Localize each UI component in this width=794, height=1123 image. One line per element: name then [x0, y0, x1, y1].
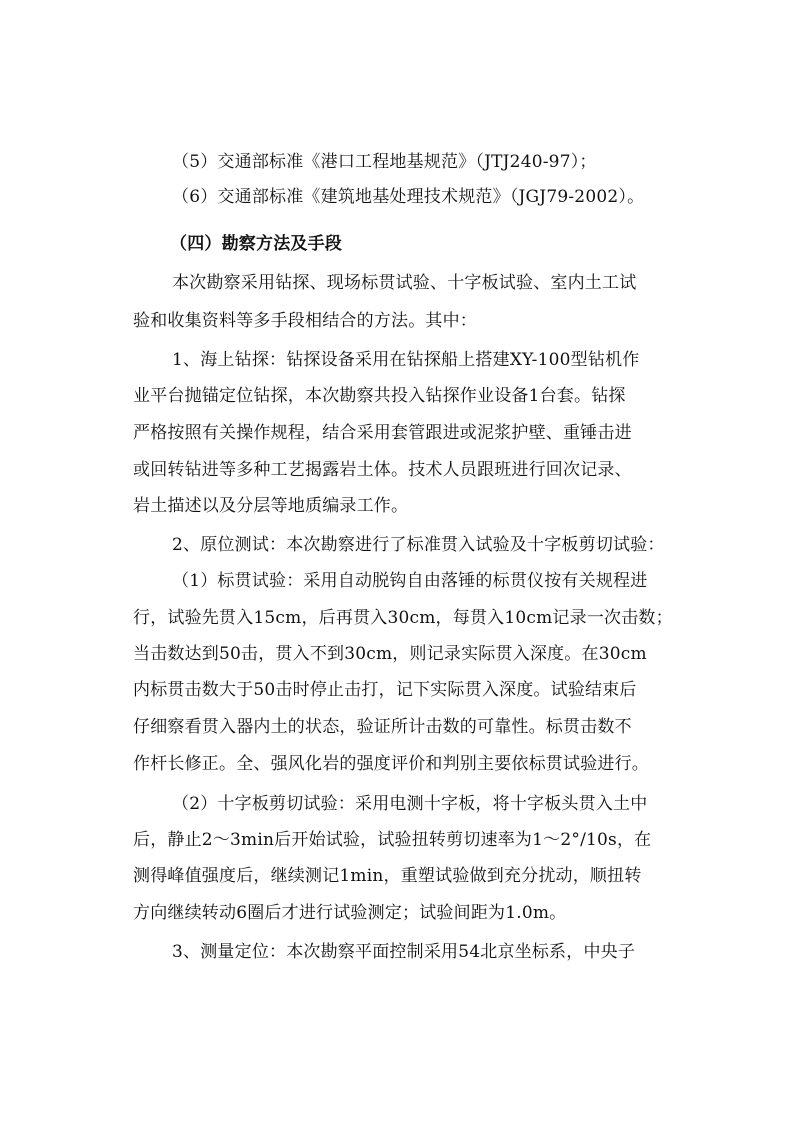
paragraph-line: 当击数达到50击，贯入不到30cm，则记录实际贯入深度。在30cm — [133, 644, 647, 664]
paragraph-line: （1）标贯试验：采用自动脱钩自由落锤的标贯仪按有关规程进 — [172, 571, 648, 591]
paragraph-line: （2）十字板剪切试验：采用电测十字板，将十字板头贯入土中 — [172, 794, 648, 814]
paragraph-line: 或回转钻进等多种工艺揭露岩土体。技术人员跟班进行回次记录、 — [133, 460, 632, 480]
paragraph-line: 验和收集资料等多手段相结合的方法。其中： — [133, 311, 477, 331]
paragraph-line: 行，试验先贯入15cm，后再贯入30cm，每贯入10cm记录一次击数； — [133, 608, 673, 628]
paragraph-line: 严格按照有关操作规程，结合采用套管跟进或泥浆护壁、重锤击进 — [133, 423, 632, 443]
paragraph-line: 方向继续转动6圈后才进行试验测定；试验间距为1.0m。 — [133, 903, 567, 923]
standard-item-6: （6）交通部标准《建筑地基处理技术规范》（JGJ79-2002）。 — [172, 187, 645, 207]
paragraph-line: 后，静止2～3min后开始试验，试验扭转剪切速率为1～2°/10s，在 — [133, 830, 652, 850]
paragraph-line: 测得峰值强度后，继续测记1min，重塑试验做到充分扰动，顺扭转 — [133, 866, 642, 886]
paragraph-line: 岩土描述以及分层等地质编录工作。 — [133, 496, 409, 516]
paragraph-line: 3、测量定位：本次勘察平面控制采用54北京坐标系，中央子 — [172, 942, 636, 962]
standard-item-5: （5）交通部标准《港口工程地基规范》（JTJ240-97）； — [172, 152, 597, 172]
paragraph-line: 本次勘察采用钻探、现场标贯试验、十字板试验、室内土工试 — [172, 273, 637, 293]
paragraph-line: 作杆长修正。全、强风化岩的强度评价和判别主要依标贯试验进行。 — [133, 754, 649, 774]
paragraph-line: 业平台抛锚定位钻探，本次勘察共投入钻探作业设备1台套。钻探 — [133, 386, 626, 406]
paragraph-line: 1、海上钻探：钻探设备采用在钻探船上搭建XY-100型钻机作 — [172, 350, 640, 370]
section-heading: （四）勘察方法及手段 — [170, 234, 342, 254]
paragraph-line: 仔细察看贯入器内土的状态，验证所计击数的可靠性。标贯击数不 — [133, 717, 632, 737]
paragraph-line: 2、原位测试：本次勘察进行了标准贯入试验及十字板剪切试验： — [172, 535, 665, 555]
paragraph-line: 内标贯击数大于50击时停止击打，记下实际贯入深度。试验结束后 — [133, 680, 637, 700]
